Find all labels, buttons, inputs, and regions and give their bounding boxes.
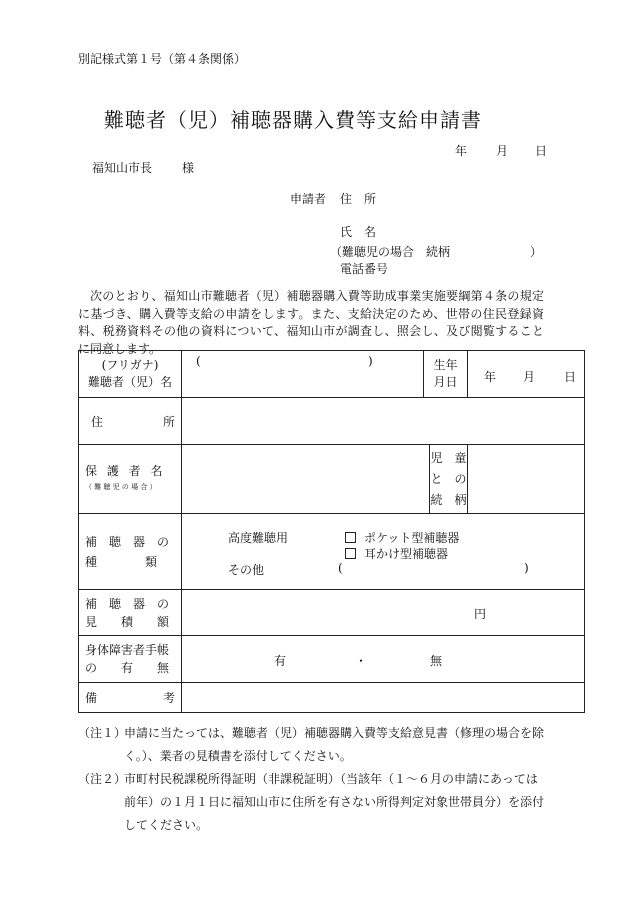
intro-paragraph: 次のとおり、福知山市難聴者（児）補聴器購入費等助成事業実施要綱第４条の規定に基づき、購入費等支給の申請をします。また、支給決定のため、世帯の住民登録資料、税務資料その他の資料について、福知山市が調査し、照会し、及び閲覧することに同意します。 bbox=[78, 289, 544, 356]
disability-choice-cell bbox=[182, 636, 585, 683]
device-type-cell bbox=[182, 514, 585, 590]
device-type-label-2: 種 類 bbox=[85, 554, 158, 569]
disability-label-2: の 有 無 bbox=[85, 661, 170, 675]
form-number: 別記様式第１号（第４条関係） bbox=[78, 52, 247, 66]
pocket-label: ポケット型補聴器 bbox=[364, 530, 460, 545]
pocket-option[interactable] bbox=[345, 529, 459, 546]
ear-label: 耳かけ型補聴器 bbox=[364, 546, 449, 561]
guardian-sub-label: （ 難 聴 児 の 場 合 ） bbox=[85, 483, 157, 491]
other-label: その他 bbox=[228, 562, 265, 577]
address-label: 住 所 bbox=[91, 414, 175, 429]
disability-label-1: 身体障害者手帳 bbox=[85, 643, 170, 657]
other-paren-close: ) bbox=[524, 560, 529, 575]
relation-label-cell bbox=[430, 445, 468, 514]
relation-label-3: 続 柄 bbox=[430, 492, 467, 507]
birth-year: 年 bbox=[484, 369, 497, 384]
row-disability-card bbox=[79, 636, 585, 683]
applicant-name-row-label: 難聴者（児）名 bbox=[87, 375, 172, 389]
row-guardian bbox=[79, 445, 585, 514]
furigana-paren-close: ) bbox=[368, 353, 373, 368]
name-input-cell[interactable] bbox=[182, 351, 424, 398]
row-address bbox=[79, 398, 585, 445]
birth-date-cell[interactable] bbox=[468, 351, 585, 398]
date-month: 月 bbox=[496, 144, 509, 158]
other-paren-open: ( bbox=[338, 560, 343, 575]
remarks-label: 備 考 bbox=[85, 691, 175, 705]
note-1 bbox=[78, 722, 548, 768]
applicant-phone-label: 電話番号 bbox=[340, 262, 389, 276]
applicant-name-label: 氏 名 bbox=[340, 225, 377, 239]
row-device-type bbox=[79, 514, 585, 590]
high-level-label: 高度難聴用 bbox=[228, 530, 289, 545]
remarks-label-cell bbox=[79, 683, 182, 713]
relation-label-1: 児 童 bbox=[430, 450, 467, 465]
name-label-cell bbox=[79, 351, 182, 398]
guardian-label: 保 護 者 名 bbox=[85, 464, 166, 478]
applicant-address-label: 住 所 bbox=[340, 192, 377, 206]
guardian-label-cell bbox=[79, 445, 182, 514]
birth-label-cell bbox=[424, 351, 468, 398]
ear-option[interactable] bbox=[345, 545, 448, 562]
birth-label-1: 生年 bbox=[433, 358, 458, 372]
address-input-cell[interactable] bbox=[182, 398, 585, 445]
birth-month: 月 bbox=[523, 369, 536, 384]
device-type-label-1: 補 聴 器 の bbox=[85, 534, 170, 549]
applicant-relation-close: ） bbox=[530, 245, 543, 259]
note-2-text: 市町村民税課税所得証明（非課税証明）（当該年（１～６月の申請にあっては前年）の１月１日に福知山市に住所を有さない所得判定対象世帯員分）を添付してください。 bbox=[124, 772, 545, 832]
ear-checkbox[interactable] bbox=[345, 548, 356, 559]
estimate-label-2: 見 積 額 bbox=[85, 614, 170, 629]
relation-input-cell[interactable] bbox=[468, 445, 585, 514]
birth-label-2: 月日 bbox=[433, 375, 458, 389]
notes bbox=[78, 722, 548, 837]
applicant-label: 申請者 bbox=[290, 192, 327, 206]
estimate-label-cell bbox=[79, 590, 182, 636]
application-table bbox=[78, 350, 585, 713]
pocket-checkbox[interactable] bbox=[345, 532, 356, 543]
birth-day: 日 bbox=[564, 369, 577, 384]
applicant-relation-label: （難聴児の場合 続柄 bbox=[330, 245, 451, 259]
form-title: 難聴者（児）補聴器購入費等支給申請書 bbox=[104, 108, 482, 132]
furigana-paren-open: ( bbox=[196, 353, 201, 368]
note-2 bbox=[78, 768, 548, 837]
disability-label-cell bbox=[79, 636, 182, 683]
estimate-label-1: 補 聴 器 の bbox=[85, 596, 170, 611]
estimate-unit: 円 bbox=[474, 606, 487, 621]
row-estimate bbox=[79, 590, 585, 636]
addressee-name: 福知山市長 bbox=[92, 161, 153, 175]
relation-label-2: と の bbox=[430, 471, 467, 486]
guardian-input-cell[interactable] bbox=[182, 445, 430, 514]
device-type-label-cell bbox=[79, 514, 182, 590]
addressee-honorific: 様 bbox=[182, 161, 195, 175]
date-year: 年 bbox=[455, 144, 468, 158]
note-2-tag: （注２） bbox=[78, 772, 127, 786]
estimate-input-cell[interactable] bbox=[182, 590, 585, 636]
disability-separator: ・ bbox=[355, 653, 368, 668]
furigana-label: (フリガナ) bbox=[101, 358, 159, 372]
disability-yes[interactable]: 有 bbox=[274, 653, 287, 668]
row-applicant-name bbox=[79, 351, 585, 398]
row-remarks bbox=[79, 683, 585, 713]
address-label-cell bbox=[79, 398, 182, 445]
date-day: 日 bbox=[535, 144, 548, 158]
remarks-input-cell[interactable] bbox=[182, 683, 585, 713]
note-1-tag: （注１） bbox=[78, 726, 127, 740]
note-1-text: 申請に当たっては、難聴者（児）補聴器購入費等支給意見書（修理の場合を除く。）、業者の見積書を添付してください。 bbox=[124, 726, 545, 763]
disability-no[interactable]: 無 bbox=[430, 653, 443, 668]
